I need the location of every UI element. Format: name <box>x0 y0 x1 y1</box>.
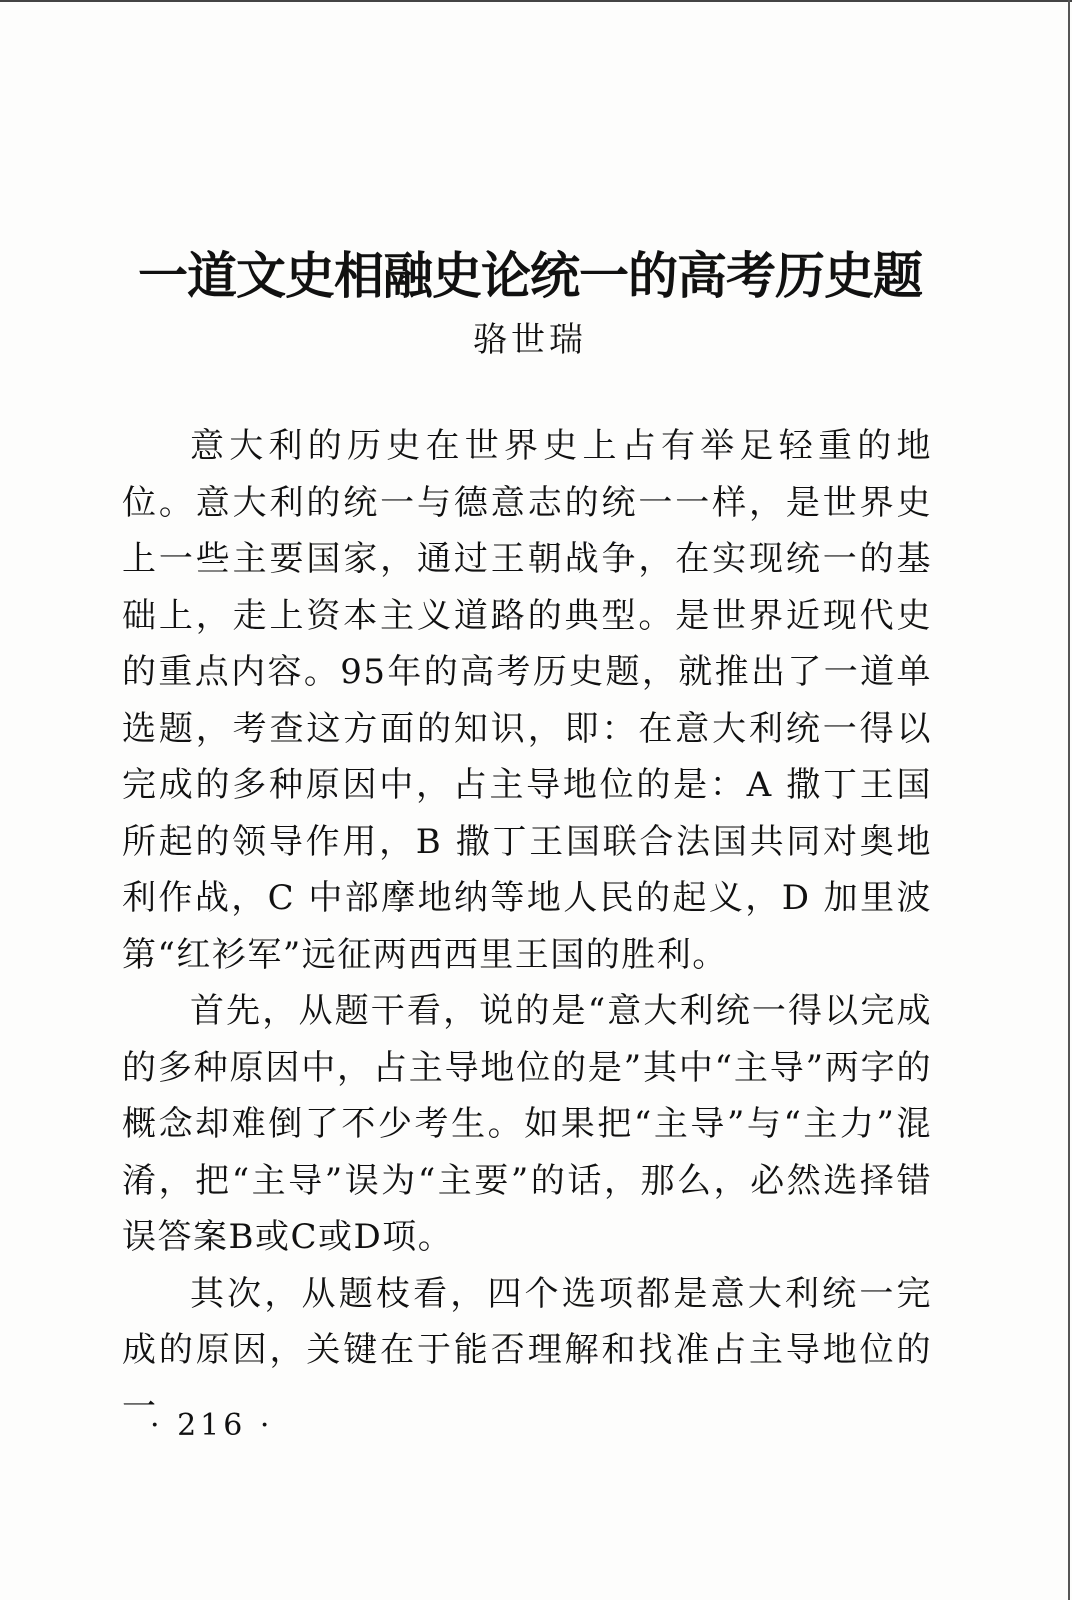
author-name: 骆世瑞 <box>473 320 587 360</box>
article-title: 一道文史相融史论统一的高考历史题 <box>138 245 922 305</box>
right-border-line <box>1068 0 1070 1600</box>
article-body <box>122 418 932 1435</box>
paragraph-3: 其次，从题枝看，四个选项都是意大利统一完成的原因，关键在于能否理解和找准占主导地位的一 <box>122 1273 932 1427</box>
top-border-line <box>0 0 1072 2</box>
paragraph-2: 首先，从题干看，说的是“意大利统一得以完成的多种原因中，占主导地位的是”其中“主导”两字的概念却难倒了不少考生。如果把“主导”与“主力”混淆，把“主导”误为“主要”的话，那么，必然选择错误答案B或C或D项。 <box>122 991 932 1257</box>
page-number: · 216 · <box>150 1408 274 1443</box>
paragraph-1: 意大利的历史在世界史上占有举足轻重的地位。意大利的统一与德意志的统一一样，是世界史上一些主要国家，通过王朝战争，在实现统一的基础上，走上资本主义道路的典型。是世界近现代史的重点内容。95年的高考历史题，就推出了一道单选题，考查这方面的知识，即：在意大利统一得以完成的多种原因中，占主导地位的是：A 撒丁王国所起的领导作用，B 撒丁王国联合法国共同对奥地利作战，C 中部摩地纳等地人民的起义，D 加里波第“红衫军”远征两西西里王国的胜利。 <box>122 426 932 975</box>
